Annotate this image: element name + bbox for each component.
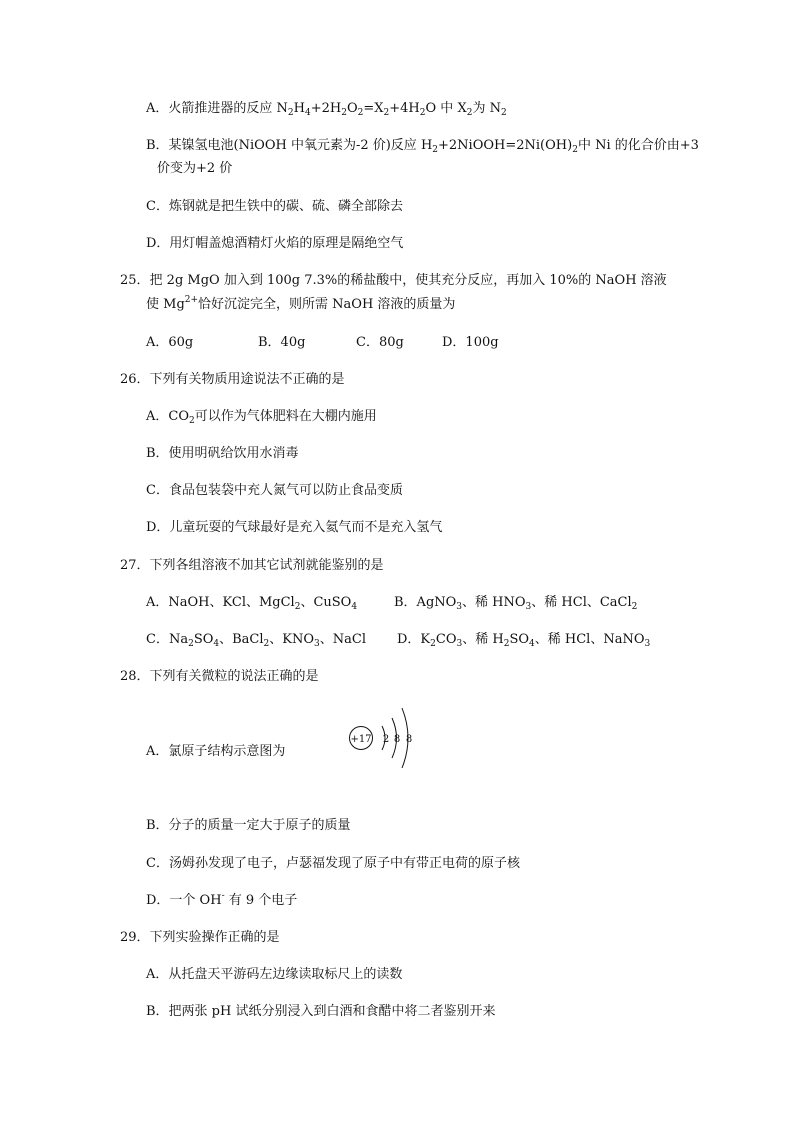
atom-shell-electrons-1: 2 xyxy=(382,734,390,745)
q26-option-a: A．$CO_2$可以作为气体肥料在大棚内施用 xyxy=(146,409,377,426)
q27-stem: 27．下列各组溶液不加其它试剂就能鉴别的是 xyxy=(120,558,384,573)
q29-option-b: B．把两张 pH 试纸分别浸入到白酒和食醋中将二者鉴别开来 xyxy=(146,1004,496,1019)
atom-shell-electrons-2: 8 xyxy=(393,734,401,745)
q25-option-c: C．80g xyxy=(356,335,404,350)
chlorine-atom-diagram xyxy=(342,705,422,771)
q28-stem: 28．下列有关微粒的说法正确的是 xyxy=(120,669,319,684)
q26-stem: 26．下列有关物质用途说法不正确的是 xyxy=(120,372,345,387)
q28-option-d: D．一个 OH- 有 9 个电子 xyxy=(146,891,298,908)
q25-option-a: A．60g xyxy=(146,335,194,350)
q28-option-b: B．分子的质量一定大于原子的质量 xyxy=(146,818,351,833)
q29-stem: 29．下列实验操作正确的是 xyxy=(120,930,280,945)
q24-option-c: C．炼钢就是把生铁中的碳、硫、磷全部除去 xyxy=(146,199,403,214)
q25-stem-line1: 25．把 2g MgO 加入到 100g 7.3%的稀盐酸中，使其充分反应，再加入 10%的 NaOH 溶液 xyxy=(120,273,667,288)
q28-option-c: C．汤姆孙发现了电子，卢瑟福发现了原子中有带正电荷的原子核 xyxy=(146,856,520,871)
q26-option-c: C．食品包装袋中充人氮气可以防止食品变质 xyxy=(146,483,403,498)
atom-nucleus-label: +17 xyxy=(350,734,372,745)
q25-stem-line2: 使 $Mg^{2+}$恰好沉淀完全，则所需 NaOH 溶液的质量为 xyxy=(146,295,456,312)
q24-option-a: A．火箭推进器的反应 $N_2H_4+2H_2O_2=X_2+4H_2O$ 中 $X_2$为 $N_2$ xyxy=(146,101,507,118)
q24-option-b: B．某镍氢电池(NiOOH 中氧元素为-2 价)反应 $H_2+2NiOOH=2Ni(OH)_2$中 Ni 的化合价由+3 xyxy=(146,138,699,155)
q27-option-b: B．AgNO$_3$、稀 $HNO_3$、稀 HCl、CaCl$_2$ xyxy=(394,595,638,612)
q25-option-d: D．100g xyxy=(442,335,499,350)
q26-option-d: D．儿童玩耍的气球最好是充入氦气而不是充入氢气 xyxy=(146,520,443,535)
q24-option-b-line2: 价变为+2 价 xyxy=(157,161,233,176)
q27-option-c: C．$Na_2SO_4$、BaCl$_2$、$KNO_3$、NaCl xyxy=(146,632,366,649)
q24-option-d: D．用灯帽盖熄酒精灯火焰的原理是隔绝空气 xyxy=(146,236,404,251)
q27-option-a: A．NaOH、KCl、MgCl$_2$、CuSO$_4$ xyxy=(146,595,358,612)
q27-option-d: D．$K_2CO_3$、稀 $H_2SO_4$、稀 HCl、NaNO$_3$ xyxy=(397,632,651,649)
atom-shell-electrons-3: 8 xyxy=(405,734,413,745)
q25-option-b: B．40g xyxy=(258,335,306,350)
q29-option-a: A．从托盘天平游码左边缘读取标尺上的读数 xyxy=(146,967,403,982)
q28-option-a: A．氯原子结构示意图为 xyxy=(146,744,286,759)
q26-option-b: B．使用明矾给饮用水消毒 xyxy=(146,446,299,461)
